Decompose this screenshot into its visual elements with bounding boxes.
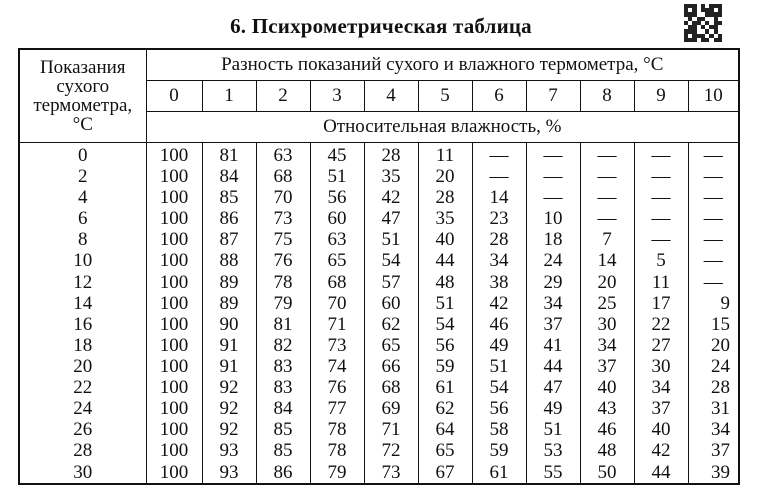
humidity-cell: 34 — [580, 335, 634, 356]
humidity-cell: 47 — [364, 208, 418, 229]
humidity-cell: — — [526, 143, 580, 167]
humidity-cell: 42 — [472, 293, 526, 314]
humidity-cell: — — [634, 143, 688, 167]
dry-temp-cell: 22 — [73, 376, 93, 398]
humidity-cell: 59 — [418, 356, 472, 377]
humidity-cell: — — [688, 230, 739, 251]
table-row — [19, 441, 739, 462]
humidity-cell: 59 — [472, 441, 526, 462]
humidity-cell: — — [634, 166, 688, 187]
humidity-cell: 73 — [310, 335, 364, 356]
humidity-cell: 54 — [418, 314, 472, 335]
table-body — [19, 143, 739, 485]
humidity-cell: 87 — [202, 230, 256, 251]
humidity-cell: 25 — [580, 293, 634, 314]
humidity-cell: 17 — [634, 293, 688, 314]
humidity-cell: 93 — [202, 462, 256, 484]
humidity-cell: 53 — [526, 441, 580, 462]
humidity-cell: 42 — [364, 187, 418, 208]
humidity-cell: 29 — [526, 272, 580, 293]
humidity-cell: 78 — [310, 441, 364, 462]
humidity-cell: 30 — [580, 314, 634, 335]
humidity-cell: 100 — [146, 251, 202, 272]
humidity-cell: 76 — [310, 377, 364, 398]
table-row — [19, 314, 739, 335]
humidity-cell: 88 — [202, 251, 256, 272]
humidity-cell: 100 — [146, 419, 202, 440]
row-header: Показания сухого термометра, °C — [19, 49, 146, 143]
humidity-cell: 84 — [256, 398, 310, 419]
humidity-cell: 44 — [418, 251, 472, 272]
humidity-cell: 60 — [364, 293, 418, 314]
table-row — [19, 143, 739, 167]
humidity-cell: 85 — [256, 419, 310, 440]
humidity-cell: 18 — [526, 230, 580, 251]
table-row — [19, 335, 739, 356]
humidity-cell: — — [688, 251, 739, 272]
humidity-cell: 11 — [418, 143, 472, 167]
difference-header-cell: 1 — [202, 81, 256, 112]
humidity-cell: 65 — [310, 251, 364, 272]
humidity-cell: — — [472, 143, 526, 167]
humidity-cell: 85 — [202, 187, 256, 208]
table-row — [19, 187, 739, 208]
difference-header-cell: 4 — [364, 81, 418, 112]
humidity-cell: 44 — [526, 356, 580, 377]
dry-temp-cell: 28 — [73, 440, 93, 462]
humidity-cell: 41 — [526, 335, 580, 356]
humidity-cell: 66 — [364, 356, 418, 377]
table-row — [19, 208, 739, 229]
humidity-cell: 28 — [418, 187, 472, 208]
humidity-cell: 15 — [688, 314, 739, 335]
page-title: 6. Психрометрическая таблица — [230, 14, 532, 38]
humidity-cell: 92 — [202, 398, 256, 419]
humidity-cell: 40 — [418, 230, 472, 251]
humidity-cell: — — [634, 187, 688, 208]
humidity-cell: 37 — [580, 356, 634, 377]
humidity-cell: 46 — [580, 419, 634, 440]
humidity-cell: — — [526, 187, 580, 208]
humidity-cell: 100 — [146, 398, 202, 419]
humidity-cell: 14 — [472, 187, 526, 208]
humidity-cell: 37 — [634, 398, 688, 419]
humidity-cell: 68 — [256, 166, 310, 187]
humidity-cell: 100 — [146, 208, 202, 229]
humidity-cell: 34 — [472, 251, 526, 272]
humidity-cell: — — [688, 187, 739, 208]
humidity-cell: 71 — [310, 314, 364, 335]
humidity-cell: 79 — [256, 293, 310, 314]
table-row — [19, 166, 739, 187]
humidity-cell: 56 — [418, 335, 472, 356]
humidity-cell: 93 — [202, 441, 256, 462]
humidity-cell: 51 — [526, 419, 580, 440]
humidity-cell: 14 — [580, 251, 634, 272]
dry-temp-cell: 4 — [78, 187, 88, 209]
humidity-cell: 100 — [146, 166, 202, 187]
dry-temp-cell: 12 — [73, 271, 93, 293]
humidity-cell: 5 — [634, 251, 688, 272]
dry-temp-cell: 14 — [73, 292, 93, 314]
humidity-cell: 10 — [526, 208, 580, 229]
humidity-cell: 31 — [688, 398, 739, 419]
humidity-cell: 100 — [146, 314, 202, 335]
humidity-cell: — — [634, 208, 688, 229]
humidity-cell: 40 — [580, 377, 634, 398]
humidity-cell: 83 — [256, 356, 310, 377]
humidity-cell: 100 — [146, 377, 202, 398]
qr-code-icon — [684, 4, 722, 42]
humidity-cell: — — [526, 166, 580, 187]
humidity-cell: 92 — [202, 377, 256, 398]
humidity-cell: 77 — [310, 398, 364, 419]
humidity-cell: 86 — [202, 208, 256, 229]
humidity-cell: 62 — [418, 398, 472, 419]
humidity-cell: 74 — [310, 356, 364, 377]
humidity-cell: 69 — [364, 398, 418, 419]
humidity-cell: 85 — [256, 441, 310, 462]
humidity-cell: 70 — [256, 187, 310, 208]
humidity-cell: 28 — [688, 377, 739, 398]
humidity-cell: 81 — [256, 314, 310, 335]
humidity-cell: 70 — [310, 293, 364, 314]
table-row — [19, 462, 739, 484]
humidity-cell: 61 — [418, 377, 472, 398]
humidity-cell: — — [688, 208, 739, 229]
humidity-cell: 28 — [364, 143, 418, 167]
dry-temp-cell: 26 — [73, 419, 93, 441]
humidity-cell: 68 — [310, 272, 364, 293]
dry-temp-cell: 24 — [73, 398, 93, 420]
table-row — [19, 293, 739, 314]
humidity-cell: 54 — [364, 251, 418, 272]
humidity-cell: 9 — [688, 293, 739, 314]
table-row — [19, 377, 739, 398]
dry-temp-cell: 18 — [73, 334, 93, 356]
humidity-cell: 86 — [256, 462, 310, 484]
humidity-cell: 100 — [146, 293, 202, 314]
humidity-cell: 20 — [580, 272, 634, 293]
dry-temp-cell: 8 — [78, 229, 88, 251]
table-row — [19, 356, 739, 377]
humidity-cell: 56 — [310, 187, 364, 208]
humidity-cell: 30 — [634, 356, 688, 377]
humidity-cell: — — [580, 143, 634, 167]
dry-temp-cell: 6 — [78, 208, 88, 230]
difference-header-cell: 8 — [580, 81, 634, 112]
humidity-cell: 79 — [310, 462, 364, 484]
humidity-cell: 34 — [688, 419, 739, 440]
humidity-cell: 35 — [364, 166, 418, 187]
difference-header-cell: 6 — [472, 81, 526, 112]
humidity-cell: 28 — [472, 230, 526, 251]
humidity-cell: 47 — [526, 377, 580, 398]
value-header: Относительная влажность, % — [146, 112, 739, 143]
humidity-cell: 58 — [472, 419, 526, 440]
humidity-cell: 63 — [310, 230, 364, 251]
difference-header-cell: 0 — [146, 81, 202, 112]
humidity-cell: 34 — [634, 377, 688, 398]
humidity-cell: 63 — [256, 143, 310, 167]
humidity-cell: 91 — [202, 335, 256, 356]
column-group-header: Разность показаний сухого и влажного термометра, °C — [146, 49, 739, 81]
humidity-cell: — — [580, 208, 634, 229]
humidity-cell: 100 — [146, 462, 202, 484]
humidity-cell: 49 — [526, 398, 580, 419]
dry-temp-cell: 2 — [78, 166, 88, 188]
psychrometric-table — [18, 48, 740, 485]
humidity-cell: 65 — [418, 441, 472, 462]
humidity-cell: 39 — [688, 462, 739, 484]
humidity-cell: 100 — [146, 143, 202, 167]
humidity-cell: 65 — [364, 335, 418, 356]
humidity-cell: 55 — [526, 462, 580, 484]
humidity-cell: 81 — [202, 143, 256, 167]
dry-temp-cell: 10 — [73, 250, 93, 272]
humidity-cell: 73 — [364, 462, 418, 484]
humidity-cell: 91 — [202, 356, 256, 377]
dry-temp-cell: 16 — [73, 313, 93, 335]
humidity-cell: 11 — [634, 272, 688, 293]
humidity-cell: 89 — [202, 272, 256, 293]
humidity-cell: 51 — [418, 293, 472, 314]
humidity-cell: 100 — [146, 335, 202, 356]
humidity-cell: 60 — [310, 208, 364, 229]
humidity-cell: 89 — [202, 293, 256, 314]
humidity-cell: — — [580, 187, 634, 208]
humidity-cell: 78 — [310, 419, 364, 440]
humidity-cell: 7 — [580, 230, 634, 251]
humidity-cell: 61 — [472, 462, 526, 484]
humidity-cell: 24 — [688, 356, 739, 377]
humidity-cell: 48 — [580, 441, 634, 462]
humidity-cell: 67 — [418, 462, 472, 484]
humidity-cell: 24 — [526, 251, 580, 272]
humidity-cell: 73 — [256, 208, 310, 229]
humidity-cell: 27 — [634, 335, 688, 356]
humidity-cell: 100 — [146, 272, 202, 293]
humidity-cell: 72 — [364, 441, 418, 462]
humidity-cell: 100 — [146, 230, 202, 251]
humidity-cell: 37 — [526, 314, 580, 335]
humidity-cell: 100 — [146, 187, 202, 208]
difference-header-cell: 2 — [256, 81, 310, 112]
difference-header-cell: 5 — [418, 81, 472, 112]
humidity-cell: 100 — [146, 356, 202, 377]
humidity-cell: 62 — [364, 314, 418, 335]
dry-temp-cell: 20 — [73, 355, 93, 377]
humidity-cell: 20 — [688, 335, 739, 356]
difference-header-cell: 10 — [688, 81, 739, 112]
table-row — [19, 419, 739, 440]
humidity-cell: 51 — [472, 356, 526, 377]
difference-header-cell: 3 — [310, 81, 364, 112]
humidity-cell: — — [688, 272, 739, 293]
humidity-cell: 37 — [688, 441, 739, 462]
humidity-cell: 23 — [472, 208, 526, 229]
humidity-cell: 51 — [364, 230, 418, 251]
humidity-cell: — — [688, 166, 739, 187]
humidity-cell: 100 — [146, 441, 202, 462]
humidity-cell: 71 — [364, 419, 418, 440]
table-row — [19, 398, 739, 419]
humidity-cell: 38 — [472, 272, 526, 293]
table-row — [19, 272, 739, 293]
humidity-cell: 76 — [256, 251, 310, 272]
dry-temp-cell: 0 — [78, 144, 88, 166]
humidity-cell: 48 — [418, 272, 472, 293]
humidity-cell: — — [580, 166, 634, 187]
humidity-cell: 40 — [634, 419, 688, 440]
difference-header-cell: 7 — [526, 81, 580, 112]
humidity-cell: 82 — [256, 335, 310, 356]
humidity-cell: 54 — [472, 377, 526, 398]
humidity-cell: 34 — [526, 293, 580, 314]
humidity-cell: — — [634, 230, 688, 251]
humidity-cell: 51 — [310, 166, 364, 187]
humidity-cell: — — [688, 143, 739, 167]
humidity-cell: 43 — [580, 398, 634, 419]
humidity-cell: 46 — [472, 314, 526, 335]
humidity-cell: 49 — [472, 335, 526, 356]
table-row — [19, 230, 739, 251]
humidity-cell: 83 — [256, 377, 310, 398]
humidity-cell: 75 — [256, 230, 310, 251]
humidity-cell: 92 — [202, 419, 256, 440]
table-row — [19, 251, 739, 272]
humidity-cell: 45 — [310, 143, 364, 167]
humidity-cell: 22 — [634, 314, 688, 335]
humidity-cell: 64 — [418, 419, 472, 440]
dry-temp-cell: 30 — [73, 461, 93, 483]
humidity-cell: 44 — [634, 462, 688, 484]
humidity-cell: 57 — [364, 272, 418, 293]
humidity-cell: 35 — [418, 208, 472, 229]
humidity-cell: 90 — [202, 314, 256, 335]
humidity-cell: 42 — [634, 441, 688, 462]
humidity-cell: 68 — [364, 377, 418, 398]
difference-header-cell: 9 — [634, 81, 688, 112]
humidity-cell: 56 — [472, 398, 526, 419]
humidity-cell: 84 — [202, 166, 256, 187]
humidity-cell: 20 — [418, 166, 472, 187]
humidity-cell: — — [472, 166, 526, 187]
humidity-cell: 50 — [580, 462, 634, 484]
humidity-cell: 78 — [256, 272, 310, 293]
